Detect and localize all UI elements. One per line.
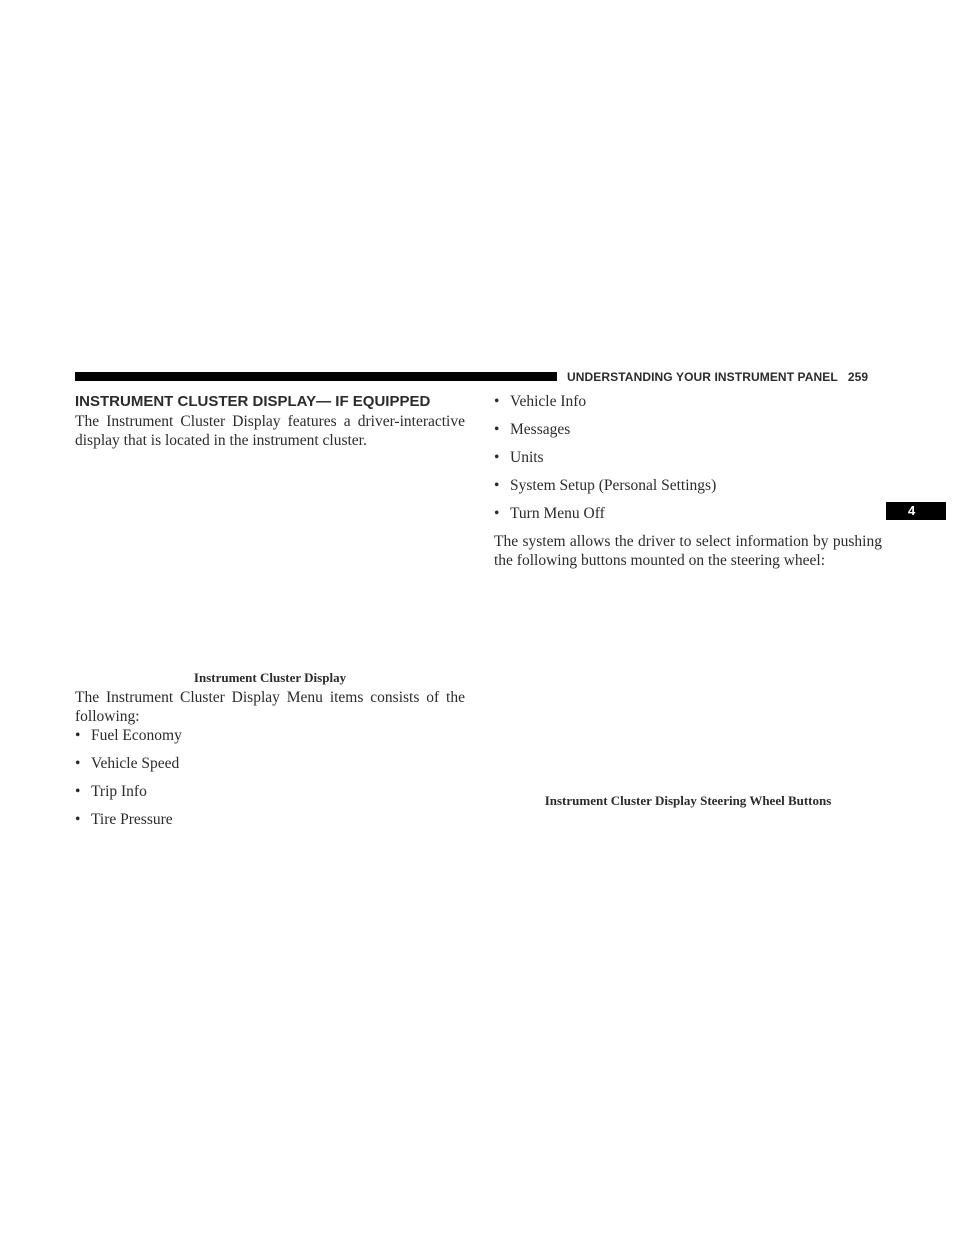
menu-intro-paragraph: The Instrument Cluster Display Menu items consists of the following: <box>75 689 465 725</box>
menu-items-list-right <box>494 392 882 523</box>
bullet-icon: • <box>494 449 500 466</box>
menu-items-list-left <box>75 726 465 829</box>
list-item: • Vehicle Speed <box>75 755 180 772</box>
figure-caption-cluster: Instrument Cluster Display <box>193 670 347 685</box>
steering-wheel-buttons-figure <box>494 570 882 793</box>
chapter-tab: 4 <box>886 502 946 520</box>
list-item: • Fuel Economy <box>75 727 182 744</box>
list-item: • Turn Menu Off <box>494 505 605 522</box>
bullet-icon: • <box>494 421 500 438</box>
list-item: • Trip Info <box>75 783 147 800</box>
list-item: • Tire Pressure <box>75 811 173 828</box>
figure-caption-steering: Instrument Cluster Display Steering Wheel Buttons <box>544 793 832 808</box>
page-number: 259 <box>847 370 869 384</box>
bullet-icon: • <box>494 393 500 410</box>
list-item: • Vehicle Info <box>494 393 587 410</box>
bullet-icon: • <box>75 727 81 744</box>
section-heading: INSTRUMENT CLUSTER DISPLAY— IF EQUIPPED <box>75 393 431 410</box>
list-item: • Messages <box>494 421 571 438</box>
list-item: • Units <box>494 449 544 466</box>
bullet-icon: • <box>75 755 81 772</box>
header-section-title: UNDERSTANDING YOUR INSTRUMENT PANEL <box>567 370 838 384</box>
bullet-icon: • <box>75 811 81 828</box>
bullet-icon: • <box>75 783 81 800</box>
steering-buttons-paragraph: The system allows the driver to select information by pushing the following buttons mounted on the steering wheel: <box>494 533 882 569</box>
intro-paragraph: The Instrument Cluster Display features a driver-interactive display that is located in the instrument cluster. <box>75 413 465 449</box>
right-column <box>494 392 882 809</box>
bullet-icon: • <box>494 477 500 494</box>
left-column <box>75 392 465 838</box>
instrument-cluster-figure <box>75 450 465 670</box>
header-rule <box>75 372 557 381</box>
running-header <box>567 370 868 384</box>
list-item: • System Setup (Personal Settings) <box>494 477 717 494</box>
bullet-icon: • <box>494 505 500 522</box>
